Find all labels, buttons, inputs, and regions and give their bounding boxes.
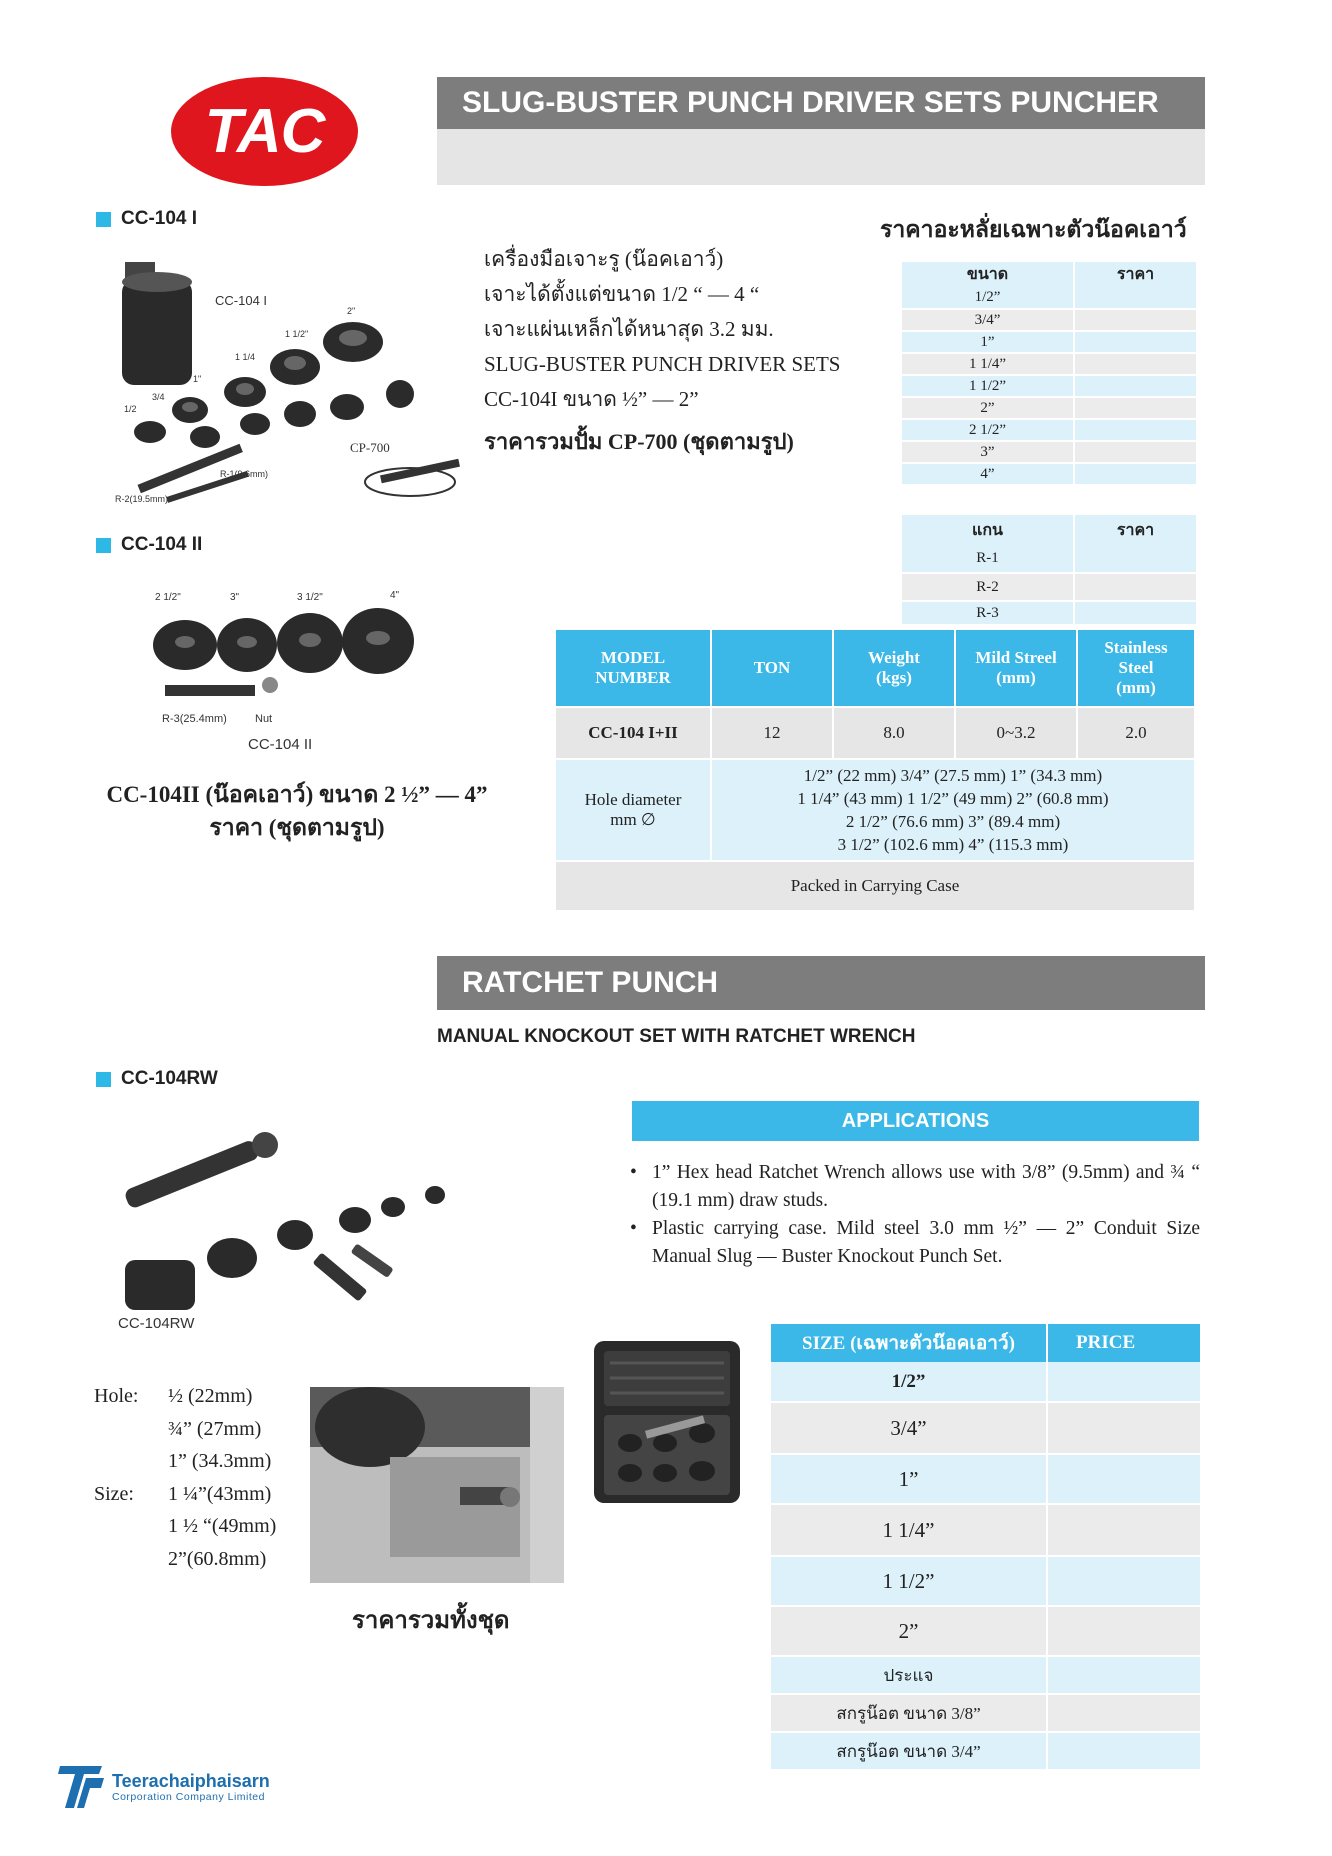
table-row <box>771 1504 1201 1556</box>
price-cell[interactable] <box>1047 1732 1201 1770</box>
hole-value: 1 ½ “(49mm) <box>168 1515 277 1537</box>
cc104ii-label: CC-104 II <box>121 534 203 555</box>
list-item: • Plastic carrying case. Mild steel 3.0 mm ½” — 2” Conduit Size Manual Slug — Buster Knockout Punch Set. <box>630 1215 1200 1271</box>
photo2-size-312: 3 1/2" <box>297 592 323 603</box>
hole-value: 2”(60.8mm) <box>168 1547 267 1570</box>
hole-value: ½ (22mm) <box>168 1385 253 1407</box>
company-logo-icon <box>56 1764 106 1810</box>
table-row <box>555 861 1195 911</box>
spec-hole-label: Hole diameter mm ∅ <box>555 759 711 861</box>
ratchet-usage-photo <box>310 1387 564 1583</box>
size-cell: สกรูน๊อต ขนาด 3/4” <box>771 1732 1047 1770</box>
table-row <box>771 1362 1201 1402</box>
table-row <box>902 375 1197 397</box>
parts-size: 1 1/4” <box>902 353 1074 375</box>
hole-size-list <box>94 1380 276 1575</box>
price-cell[interactable] <box>1047 1362 1201 1402</box>
photo3-label: CC-104RW <box>118 1315 195 1332</box>
spec-header-ton: TON <box>711 629 833 707</box>
parts-size: 1” <box>902 331 1074 353</box>
parts-price-cell[interactable] <box>1074 441 1197 463</box>
rod-name: R-3 <box>902 601 1074 625</box>
size-label: Size: <box>94 1482 134 1505</box>
table-row <box>902 419 1197 441</box>
photo1-r1: R-1(9.6mm) <box>220 469 269 479</box>
table-row <box>902 331 1197 353</box>
parts-header-size: ขนาด <box>902 262 1074 287</box>
parts-size: 4” <box>902 463 1074 485</box>
carrying-case-photo <box>590 1333 744 1513</box>
rod-price-cell[interactable] <box>1074 545 1197 573</box>
desc-line: เจาะแผ่นเหล็กได้หนาสุด 3.2 มม. <box>484 317 774 341</box>
parts-size: 1/2” <box>902 287 1074 309</box>
table-row <box>902 287 1197 309</box>
parts-size: 2” <box>902 397 1074 419</box>
table-row <box>771 1606 1201 1656</box>
rod-price-table <box>902 515 1198 626</box>
rod-header-name: แกน <box>902 515 1074 545</box>
logo-text: TAC <box>204 97 325 166</box>
list-item: • 1” Hex head Ratchet Wrench allows use with 3/8” (9.5mm) and ¾ “ (19.1 mm) draw studs. <box>630 1159 1200 1215</box>
rod-header-price: ราคา <box>1074 515 1197 545</box>
product-label-cc104i <box>96 208 197 230</box>
table-row <box>555 707 1195 759</box>
cc104i-product-photo <box>110 252 460 514</box>
size-cell: สกรูน๊อต ขนาด 3/8” <box>771 1694 1047 1732</box>
spec-stainless: 2.0 <box>1077 707 1195 759</box>
table-row <box>771 1454 1201 1504</box>
table-row <box>902 441 1197 463</box>
table-row <box>902 353 1197 375</box>
application-item: Plastic carrying case. Mild steel 3.0 mm ½” — 2” Conduit Size Manual Slug — Buster Knockout Punch Set. <box>652 1218 1200 1267</box>
desc-line: CC-104I ขนาด ½” — 2” <box>484 387 699 411</box>
table-row <box>771 1556 1201 1606</box>
price-cell[interactable] <box>1047 1454 1201 1504</box>
photo1-size-34: 3/4 <box>152 392 165 402</box>
size-cell: 1 1/4” <box>771 1504 1047 1556</box>
table-row <box>902 463 1197 485</box>
photo1-size-112: 1 1/2" <box>285 329 309 339</box>
spec-hole-values <box>711 759 1195 861</box>
price-cell[interactable] <box>1047 1606 1201 1656</box>
cc104rw-label: CC-104RW <box>121 1068 218 1089</box>
spec-header-mild: Mild Streel (mm) <box>955 629 1077 707</box>
company-subtitle: Corporation Company Limited <box>112 1791 265 1803</box>
photo2-r3: R-3(25.4mm) <box>162 713 227 725</box>
company-name: Teerachaiphaisarn <box>112 1771 270 1791</box>
cc104ii-caption-line1: CC-104II (น๊อคเอาว์) ขนาด 2 ½” — 4” <box>106 782 488 807</box>
photo2-size-212: 2 1/2" <box>155 592 181 603</box>
parts-price-cell[interactable] <box>1074 463 1197 485</box>
size-cell: 2” <box>771 1606 1047 1656</box>
section1-title-banner <box>437 77 1205 129</box>
photo2-nut: Nut <box>255 713 273 725</box>
photo1-size-1: 1" <box>193 374 202 384</box>
table-row <box>771 1694 1201 1732</box>
bullet-square <box>96 1072 111 1087</box>
hole-line: 2 1/2” (76.6 mm) 3” (89.4 mm) <box>845 812 1061 831</box>
parts-price-cell[interactable] <box>1074 309 1197 331</box>
banner-subbar <box>437 129 1205 185</box>
photo1-size-114: 1 1/4 <box>235 352 256 362</box>
parts-price-cell[interactable] <box>1074 331 1197 353</box>
parts-size: 1 1/2” <box>902 375 1074 397</box>
desc-line: SLUG-BUSTER PUNCH DRIVER SETS <box>484 352 841 376</box>
hole-value: 1 ¼”(43mm) <box>168 1482 272 1505</box>
spec-header-weight: Weight (kgs) <box>833 629 955 707</box>
price-cell[interactable] <box>1047 1556 1201 1606</box>
spec-packed: Packed in Carrying Case <box>555 861 1195 911</box>
price-cell[interactable] <box>1047 1694 1201 1732</box>
parts-header-price: ราคา <box>1074 262 1197 287</box>
desc-line: เครื่องมือเจาะรู (น๊อคเอาว์) <box>484 247 724 271</box>
hole-value: 1” (34.3mm) <box>168 1450 272 1472</box>
set-price-caption: ราคารวมทั้งชุด <box>352 1608 510 1634</box>
parts-price-title: ราคาอะหลั่ยเฉพาะตัวน๊อคเอาว์ <box>880 217 1187 242</box>
product-label-cc104ii <box>96 534 202 556</box>
bullet-square <box>96 212 111 227</box>
hole-value: ¾” (27mm) <box>168 1417 262 1440</box>
rod-name: R-2 <box>902 573 1074 601</box>
company-logo <box>56 1764 270 1810</box>
size-price-table <box>771 1324 1202 1771</box>
price-cell[interactable] <box>1047 1656 1201 1694</box>
rod-price-cell[interactable] <box>1074 601 1197 625</box>
parts-price-cell[interactable] <box>1074 397 1197 419</box>
table-row <box>902 309 1197 331</box>
size-cell: 3/4” <box>771 1402 1047 1454</box>
spec-weight: 8.0 <box>833 707 955 759</box>
section1-title: SLUG-BUSTER PUNCH DRIVER SETS PUNCHER <box>462 86 1159 119</box>
parts-price-cell[interactable] <box>1074 353 1197 375</box>
rod-price-cell[interactable] <box>1074 573 1197 601</box>
applications-title: APPLICATIONS <box>841 1109 990 1132</box>
photo1-model-label: CC-104 I <box>215 293 268 308</box>
spec-ton: 12 <box>711 707 833 759</box>
hole-line: 1 1/4” (43 mm) 1 1/2” (49 mm) 2” (60.8 mm) <box>797 789 1109 808</box>
bullet-square <box>96 538 111 553</box>
cc104ii-caption-line2: ราคา (ชุดตามรูป) <box>209 815 385 840</box>
photo1-size-12: 1/2 <box>124 404 137 414</box>
size-cell: 1 1/2” <box>771 1556 1047 1606</box>
size-cell: 1/2” <box>771 1362 1047 1402</box>
spec-header-stainless: Stainless Steel (mm) <box>1077 629 1195 707</box>
rod-name: R-1 <box>902 545 1074 573</box>
photo1-cp700: CP-700 <box>350 440 390 455</box>
applications-header <box>632 1101 1199 1141</box>
spec-table <box>554 628 1196 912</box>
section2-title-banner <box>437 956 1205 1010</box>
table-row <box>771 1656 1201 1694</box>
table-row <box>555 759 1195 861</box>
photo1-r2: R-2(19.5mm) <box>115 494 169 504</box>
photo2-model: CC-104 II <box>248 736 313 753</box>
hole-line: 1/2” (22 mm) 3/4” (27.5 mm) 1” (34.3 mm) <box>803 766 1103 785</box>
size-cell: ประแจ <box>771 1656 1047 1694</box>
product-label-cc104rw <box>96 1068 218 1090</box>
table-row <box>902 545 1197 573</box>
desc-line: เจาะได้ตั้งแต่ขนาด 1/2 “ — 4 “ <box>484 282 760 306</box>
table-row <box>902 573 1197 601</box>
parts-price-cell[interactable] <box>1074 375 1197 397</box>
section2-subtitle: MANUAL KNOCKOUT SET WITH RATCHET WRENCH <box>437 1026 916 1047</box>
hole-label: Hole: <box>94 1385 139 1407</box>
spec-model: CC-104 I+II <box>555 707 711 759</box>
cc104i-description <box>484 242 914 459</box>
photo2-size-3: 3" <box>230 592 240 603</box>
tac-logo <box>171 77 358 186</box>
cc104ii-caption <box>92 778 502 844</box>
photo1-size-2: 2" <box>347 306 356 316</box>
applications-list <box>630 1159 1200 1271</box>
price-cell[interactable] <box>1047 1402 1201 1454</box>
section2-title: RATCHET PUNCH <box>462 966 719 999</box>
parts-price-table <box>902 262 1198 486</box>
hole-line: 3 1/2” (102.6 mm) 4” (115.3 mm) <box>837 835 1069 854</box>
spec-header-model: MODEL NUMBER <box>555 629 711 707</box>
application-item: 1” Hex head Ratchet Wrench allows use with 3/8” (9.5mm) and ¾ “ (19.1 mm) draw studs. <box>652 1162 1200 1211</box>
size-cell: 1” <box>771 1454 1047 1504</box>
table-row <box>771 1402 1201 1454</box>
price-header: PRICE <box>1047 1324 1201 1362</box>
parts-price-cell[interactable] <box>1074 287 1197 309</box>
size-header: SIZE (เฉพาะตัวน๊อคเอาว์) <box>771 1324 1047 1362</box>
cc104rw-product-photo <box>110 1130 460 1340</box>
table-row <box>771 1732 1201 1770</box>
desc-price: ราคารวมปั้ม CP-700 (ชุดตามรูป) <box>484 429 794 454</box>
cc104i-label: CC-104 I <box>121 208 198 229</box>
parts-size: 3” <box>902 441 1074 463</box>
parts-size: 2 1/2” <box>902 419 1074 441</box>
spec-mild: 0~3.2 <box>955 707 1077 759</box>
parts-size: 3/4” <box>902 309 1074 331</box>
table-row <box>902 397 1197 419</box>
cc104ii-product-photo <box>150 582 430 762</box>
photo2-size-4: 4" <box>390 590 400 601</box>
parts-price-cell[interactable] <box>1074 419 1197 441</box>
table-row <box>902 601 1197 625</box>
price-cell[interactable] <box>1047 1504 1201 1556</box>
